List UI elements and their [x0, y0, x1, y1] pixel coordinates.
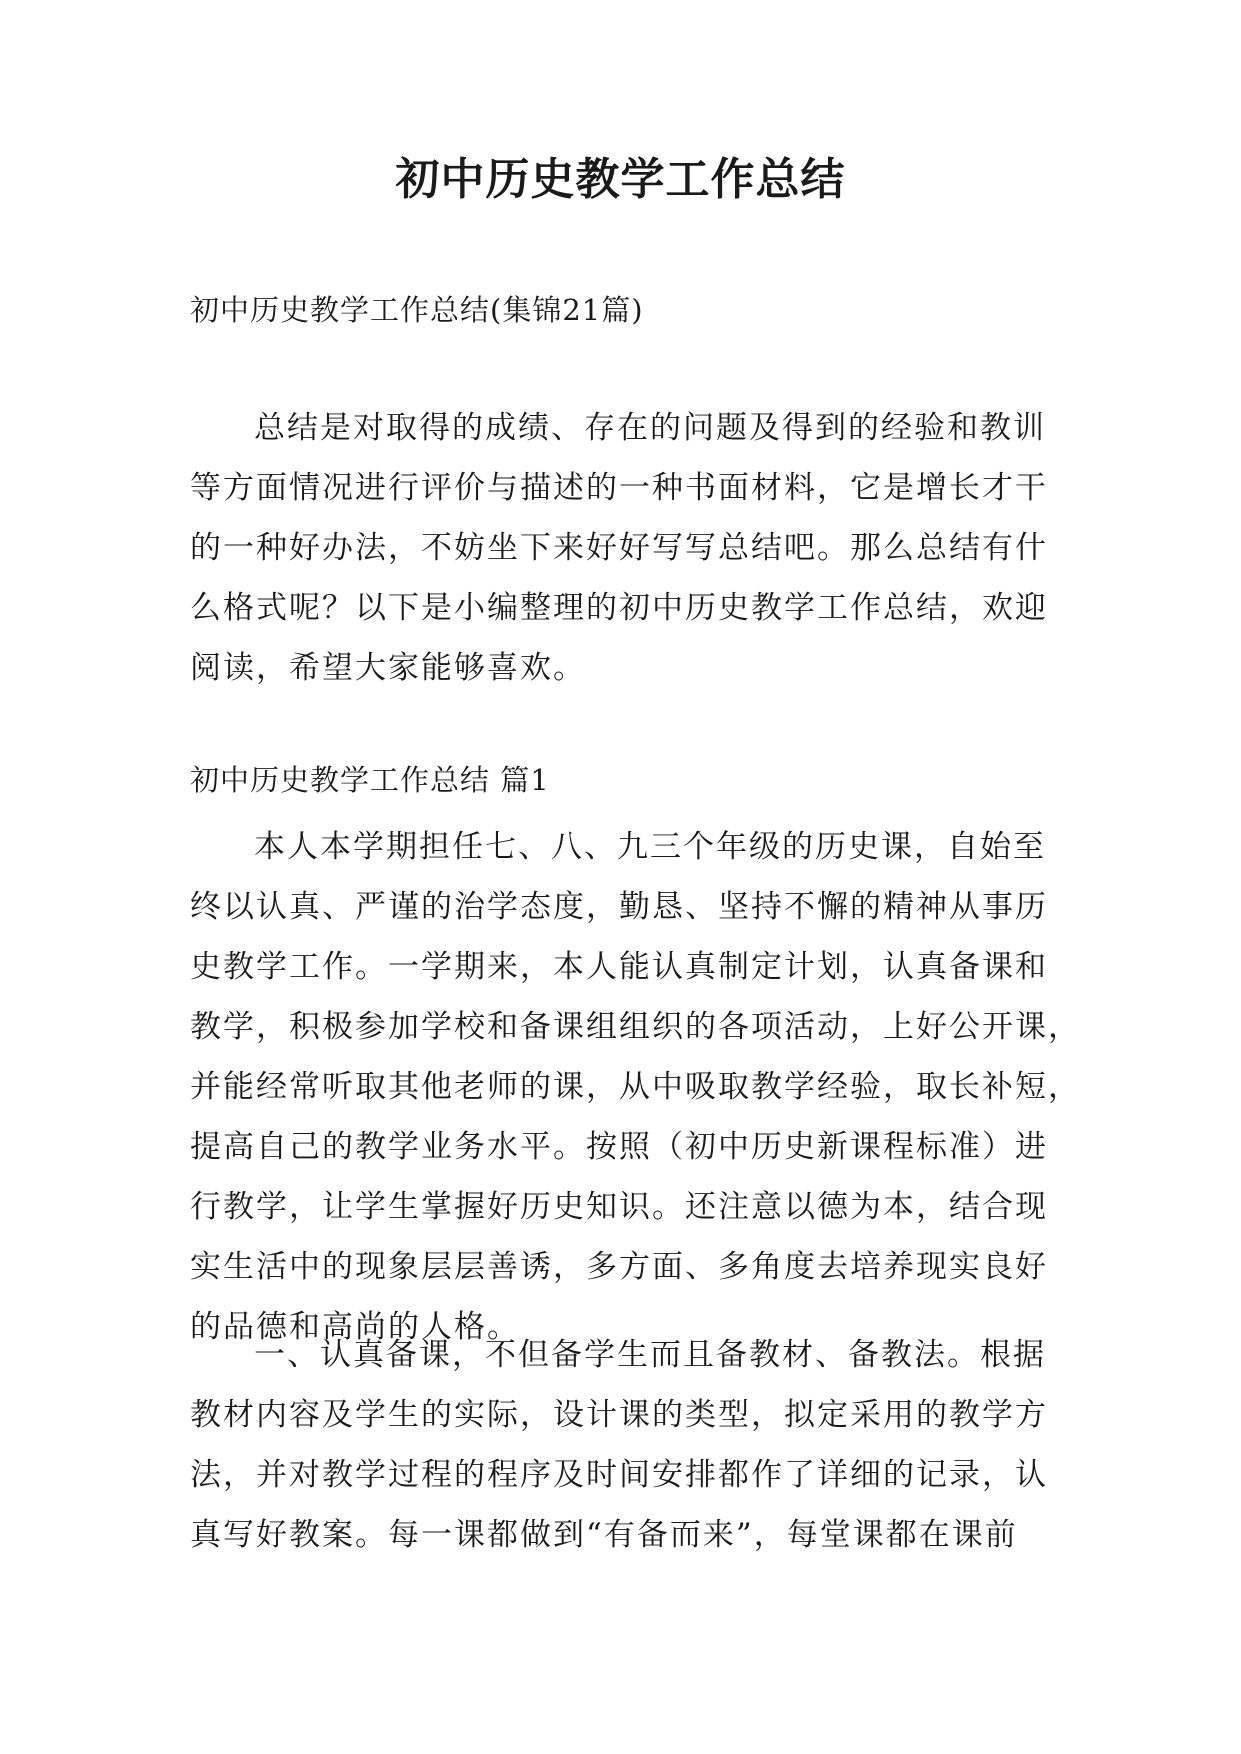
paragraph-line: 并能经常听取其他老师的课，从中吸取教学经验，取长补短，	[190, 1069, 1081, 1105]
paragraph-line: 的一种好办法，不妨坐下来好好写写总结吧。那么总结有什	[190, 530, 1048, 566]
paragraph-line: 实生活中的现象层层善诱，多方面、多角度去培养现实良好	[190, 1249, 1048, 1285]
paragraph-line: 一、认真备课，不但备学生而且备教材、备教法。根据	[254, 1337, 1046, 1373]
body-paragraph-2	[190, 1325, 1050, 1565]
paragraph-line: 终以认真、严谨的治学态度，勤恳、坚持不懈的精神从事历	[190, 889, 1048, 925]
section-heading: 初中历史教学工作总结 篇1	[190, 763, 550, 797]
body-paragraph-1	[190, 817, 1081, 1357]
paragraph-line: 行教学，让学生掌握好历史知识。还注意以德为本，结合现	[190, 1189, 1048, 1225]
paragraph-line: 史教学工作。一学期来，本人能认真制定计划，认真备课和	[190, 949, 1048, 985]
paragraph-line: 等方面情况进行评价与描述的一种书面材料，它是增长才干	[190, 470, 1048, 506]
paragraph-line: 总结是对取得的成绩、存在的问题及得到的经验和教训	[254, 410, 1046, 446]
paragraph-line: 提高自己的教学业务水平。按照（初中历史新课程标准）进	[190, 1129, 1048, 1165]
paragraph-line: 教学，积极参加学校和备课组组织的各项活动，上好公开课，	[190, 1009, 1081, 1045]
paragraph-line: 的品德和高尚的人格。	[190, 1309, 520, 1345]
paragraph-line: 本人本学期担任七、八、九三个年级的历史课，自始至	[254, 829, 1046, 865]
paragraph-line: 阅读，希望大家能够喜欢。	[190, 650, 586, 686]
paragraph-line: 么格式呢？以下是小编整理的初中历史教学工作总结，欢迎	[190, 590, 1048, 626]
paragraph-line: 教材内容及学生的实际，设计课的类型，拟定采用的教学方	[190, 1397, 1048, 1433]
document-subtitle: 初中历史教学工作总结(集锦21篇)	[190, 293, 644, 327]
paragraph-line: 真写好教案。每一课都做到“有备而来”，每堂课都在课前	[190, 1517, 1018, 1553]
intro-paragraph	[190, 398, 1050, 698]
document-title: 初中历史教学工作总结	[395, 154, 846, 205]
paragraph-line: 法，并对教学过程的程序及时间安排都作了详细的记录，认	[190, 1457, 1048, 1493]
